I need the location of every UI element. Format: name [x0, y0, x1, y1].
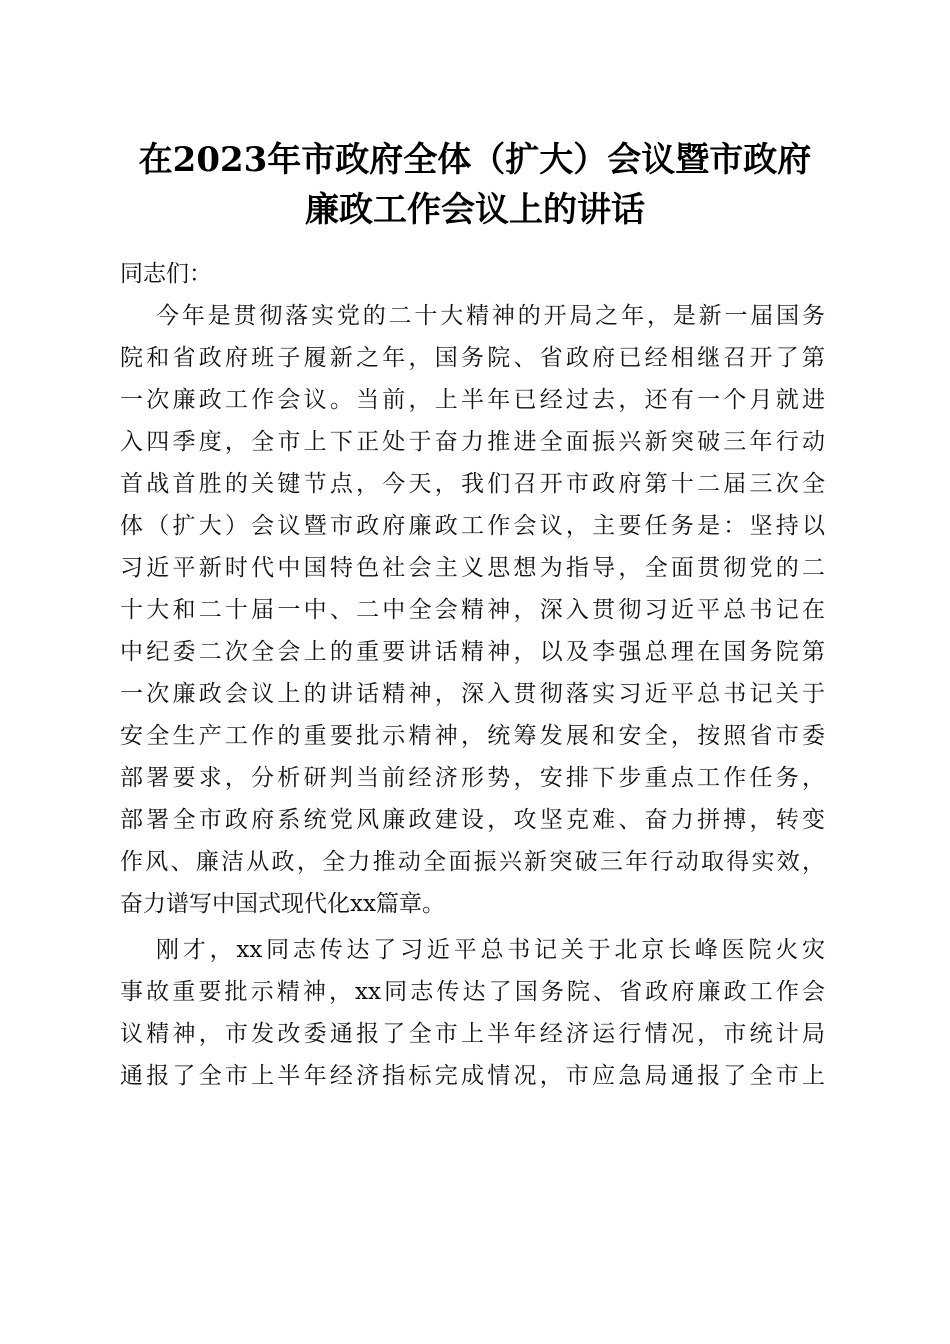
paragraph-line: 十大和二十届一中、二中全会精神，深入贯彻习近平总书记在 — [120, 597, 825, 623]
paragraph-line: 事故重要批示精神，xx同志传达了国务院、省政府廉政工作会 — [120, 979, 825, 1005]
paragraph-line: 一次廉政工作会议。当前，上半年已经过去，还有一个月就进 — [120, 387, 825, 413]
paragraph-line: 中纪委二次全会上的重要讲话精神，以及李强总理在国务院第 — [120, 639, 825, 665]
paragraph-line: 部署全市政府系统党风廉政建设，攻坚克难、奋力拼搏，转变 — [120, 807, 825, 833]
paragraph-line: 奋力谱写中国式现代化xx篇章。 — [120, 891, 445, 917]
paragraph-line: 安全生产工作的重要批示精神，统筹发展和安全，按照省市委 — [120, 723, 825, 749]
paragraph-line: 一次廉政会议上的讲话精神，深入贯彻落实习近平总书记关于 — [120, 681, 825, 707]
document-title — [100, 135, 850, 235]
paragraph-line: 院和省政府班子履新之年，国务院、省政府已经相继召开了第 — [120, 345, 825, 371]
paragraph-line: 议精神，市发改委通报了全市上半年经济运行情况，市统计局 — [120, 1021, 825, 1047]
salutation: 同志们： — [120, 261, 212, 287]
paragraph-2 — [120, 929, 825, 1097]
title-line-1: 在2023年市政府全体（扩大）会议暨市政府 — [138, 140, 812, 180]
title-line-2: 廉政工作会议上的讲话 — [305, 190, 645, 230]
paragraph-line: 刚才，xx同志传达了习近平总书记关于北京长峰医院火灾 — [156, 937, 825, 963]
paragraph-line: 体（扩大）会议暨市政府廉政工作会议，主要任务是：坚持以 — [120, 513, 825, 539]
document-body — [120, 253, 825, 1097]
paragraph-line: 部署要求，分析研判当前经济形势，安排下步重点工作任务， — [120, 765, 825, 791]
paragraph-line: 通报了全市上半年经济指标完成情况，市应急局通报了全市上 — [120, 1063, 825, 1089]
paragraph-line: 作风、廉洁从政，全力推动全面振兴新突破三年行动取得实效， — [120, 849, 825, 875]
paragraph-line: 今年是贯彻落实党的二十大精神的开局之年，是新一届国务 — [156, 303, 825, 329]
paragraph-line: 入四季度，全市上下正处于奋力推进全面振兴新突破三年行动 — [120, 429, 825, 455]
paragraph-line: 首战首胜的关键节点，今天，我们召开市政府第十二届三次全 — [120, 471, 825, 497]
paragraph-line: 习近平新时代中国特色社会主义思想为指导，全面贯彻党的二 — [120, 555, 825, 581]
paragraph-1 — [120, 295, 825, 925]
